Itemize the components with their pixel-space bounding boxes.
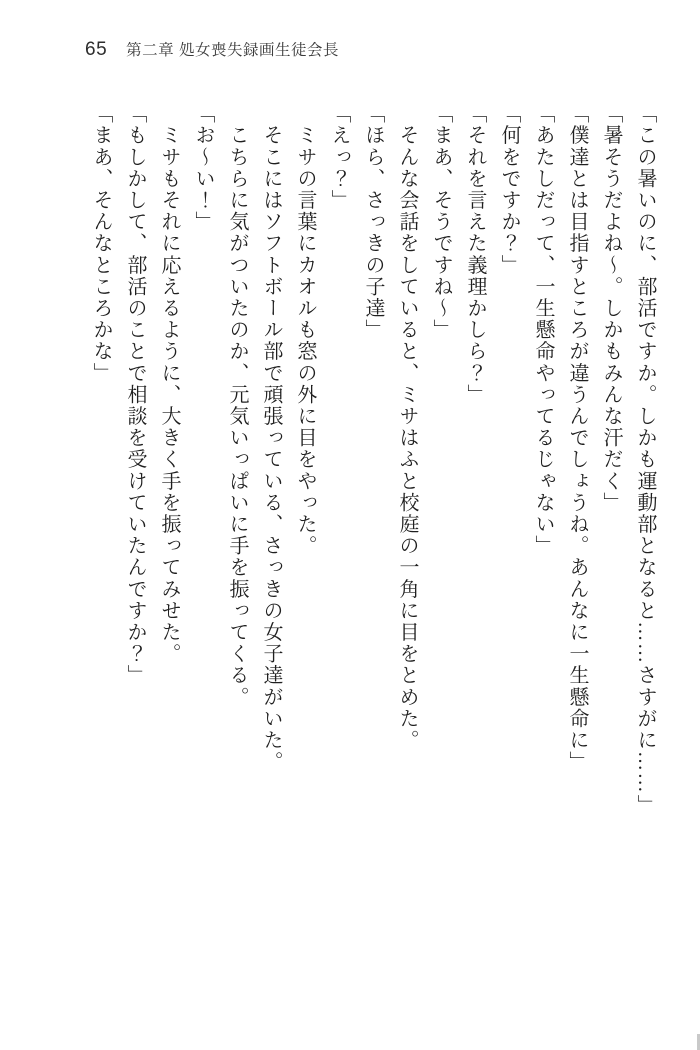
chapter-title: 第二章 処女喪失録画生徒会長 [126,42,339,59]
paragraph-line: 「あたしだって、一生懸命やってるじゃない」 [532,103,554,557]
paragraph-line: そんな会話をしていると、ミサはふと校庭の一角に目をとめた。 [396,103,418,751]
paragraph-line: そこにはソフトボール部で頑張っている、さっきの女子達がいた。 [260,103,282,773]
paragraph-line: 「まあ、そんなところかな」 [90,103,112,384]
text-body [82,103,662,835]
paragraph-line: 「お〜い！」 [192,103,214,233]
running-head [85,38,339,61]
paragraph-line: 「暑そうだよね〜。しかもみんな汗だく」 [600,103,622,514]
paragraph-line: 「えっ？」 [328,103,350,211]
paragraph-line: ミサの言葉にカオルも窓の外に目をやった。 [294,103,316,557]
paragraph-line: こちらに気がついたのか、元気いっぱいに手を振ってくる。 [226,103,248,708]
paragraph-line: 「それを言えた義理かしら？」 [464,103,486,406]
paragraph-line: ミサもそれに応えるように、大きく手を振ってみせた。 [158,103,180,665]
paragraph-line: 「僕達とは目指すところが違うんでしょうね。あんなに一生懸命に」 [566,103,588,773]
paragraph-line: 「何をですか？」 [498,103,520,276]
paragraph-line: 「ほら、さっきの子達」 [362,103,384,341]
paragraph-line: 「もしかして、部活のことで相談を受けていたんですか？」 [124,103,146,687]
paragraph-line: 「まあ、そうですね〜」 [430,103,452,341]
paragraph-line: 「この暑いのに、部活ですか。しかも運動部となると……さすがに……」 [634,103,656,816]
page-number: 65 [85,39,108,60]
